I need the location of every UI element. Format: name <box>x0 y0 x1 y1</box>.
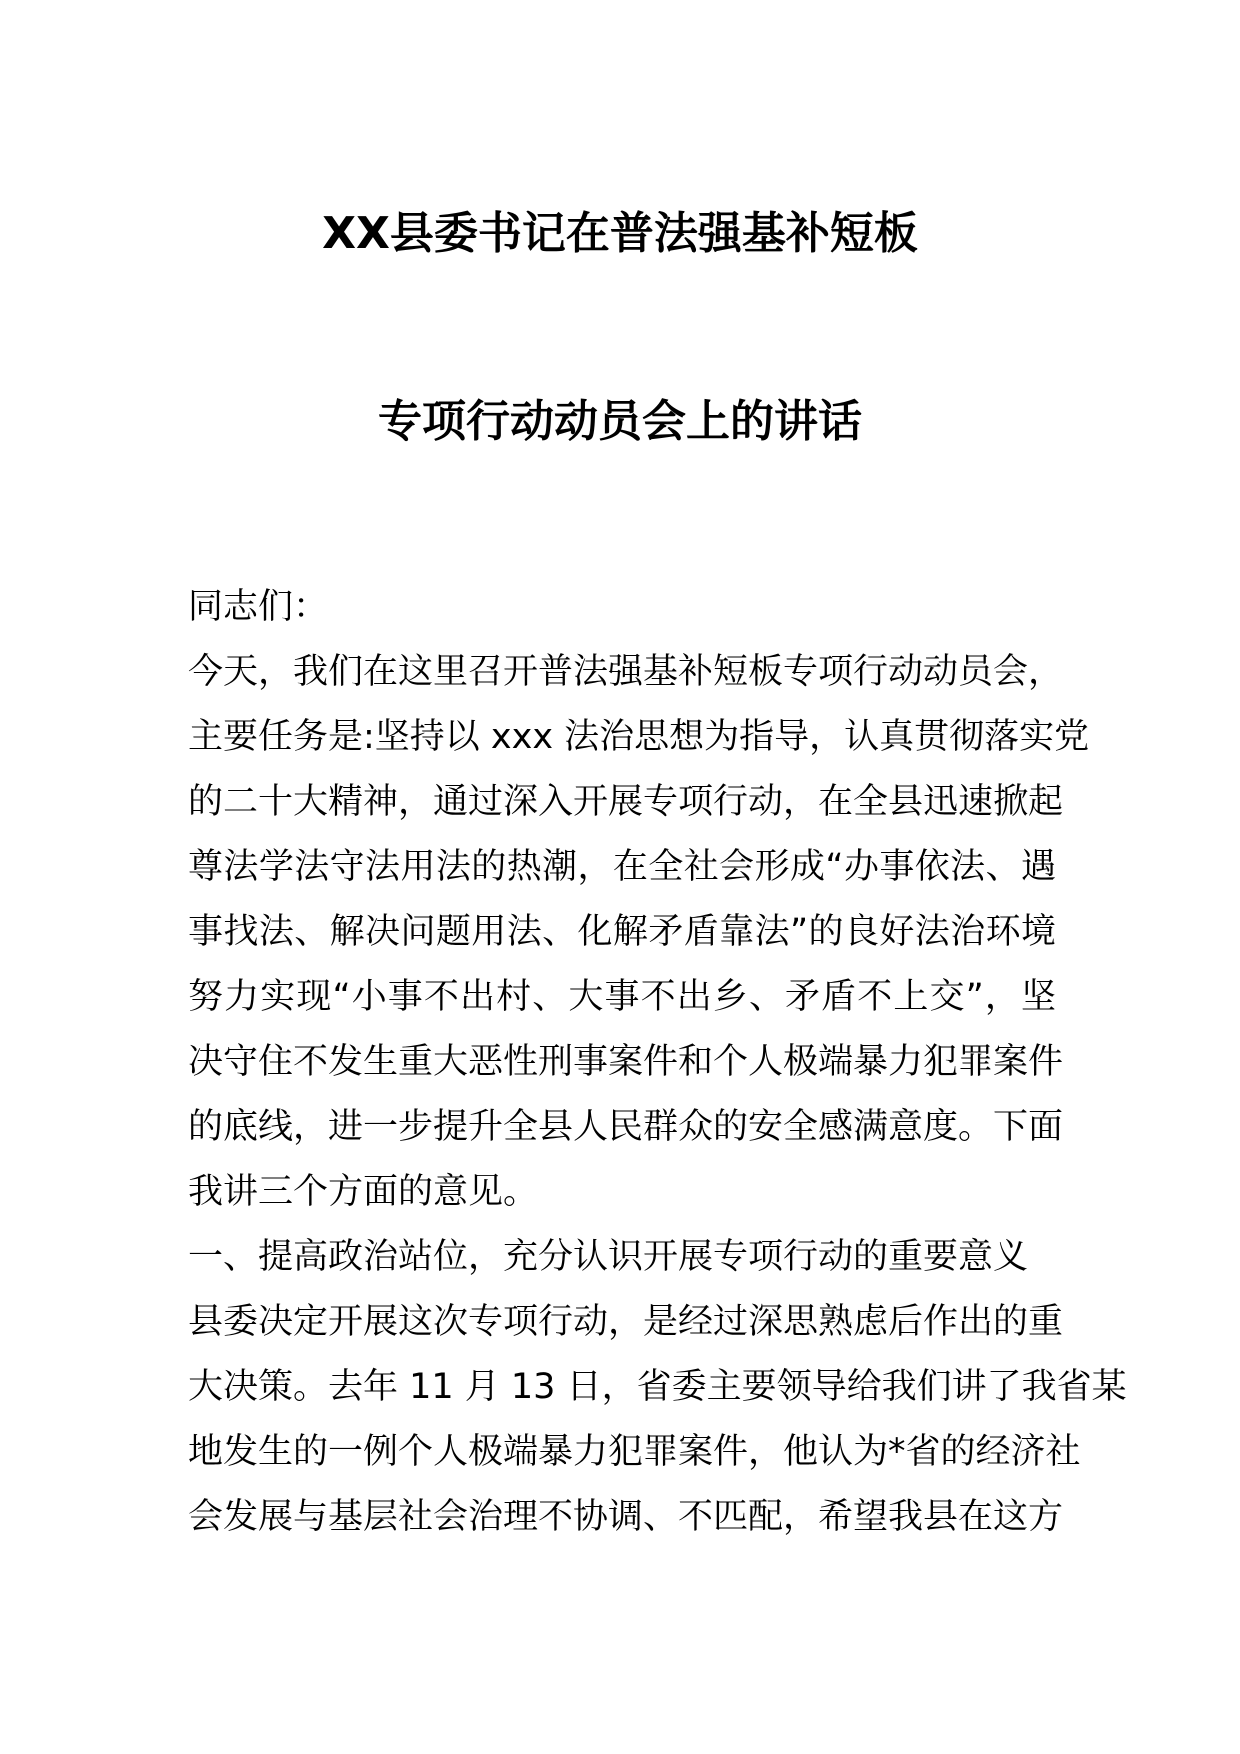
section-heading: 一、提高政治站位，充分认识开展专项行动的重要意义 <box>188 1237 1029 1277</box>
body-line: 地发生的一例个人极端暴力犯罪案件，他认为*省的经济社 <box>188 1432 1081 1472</box>
body-line: 尊法学法守法用法的热潮，在全社会形成“办事依法、遇 <box>188 847 1056 887</box>
body-line: 会发展与基层社会治理不协调、不匹配，希望我县在这方 <box>188 1497 1064 1537</box>
document-body <box>188 575 1127 1550</box>
body-line: 大决策。去年 11 月 13 日，省委主要领导给我们讲了我省某 <box>188 1367 1127 1407</box>
body-line: 主要任务是:坚持以 xxx 法治思想为指导，认真贯彻落实党 <box>188 717 1090 757</box>
document-title-line-2: 专项行动动员会上的讲话 <box>378 396 862 447</box>
body-line: 我讲三个方面的意见。 <box>188 1172 539 1212</box>
body-line: 事找法、解决问题用法、化解矛盾靠法”的良好法治环境 <box>188 912 1056 952</box>
body-line: 的二十大精神，通过深入开展专项行动，在全县迅速掀起 <box>188 782 1064 822</box>
salutation: 同志们： <box>188 587 329 627</box>
body-line: 努力实现“小事不出村、大事不出乡、矛盾不上交”，坚 <box>188 977 1056 1017</box>
document-title-line-1: XX县委书记在普法强基补短板 <box>322 208 918 259</box>
body-line: 今天，我们在这里召开普法强基补短板专项行动动员会， <box>188 652 1064 692</box>
body-line: 的底线，进一步提升全县人民群众的安全感满意度。下面 <box>188 1107 1064 1147</box>
body-line: 县委决定开展这次专项行动，是经过深思熟虑后作出的重 <box>188 1302 1064 1342</box>
body-line: 决守住不发生重大恶性刑事案件和个人极端暴力犯罪案件 <box>188 1042 1064 1082</box>
